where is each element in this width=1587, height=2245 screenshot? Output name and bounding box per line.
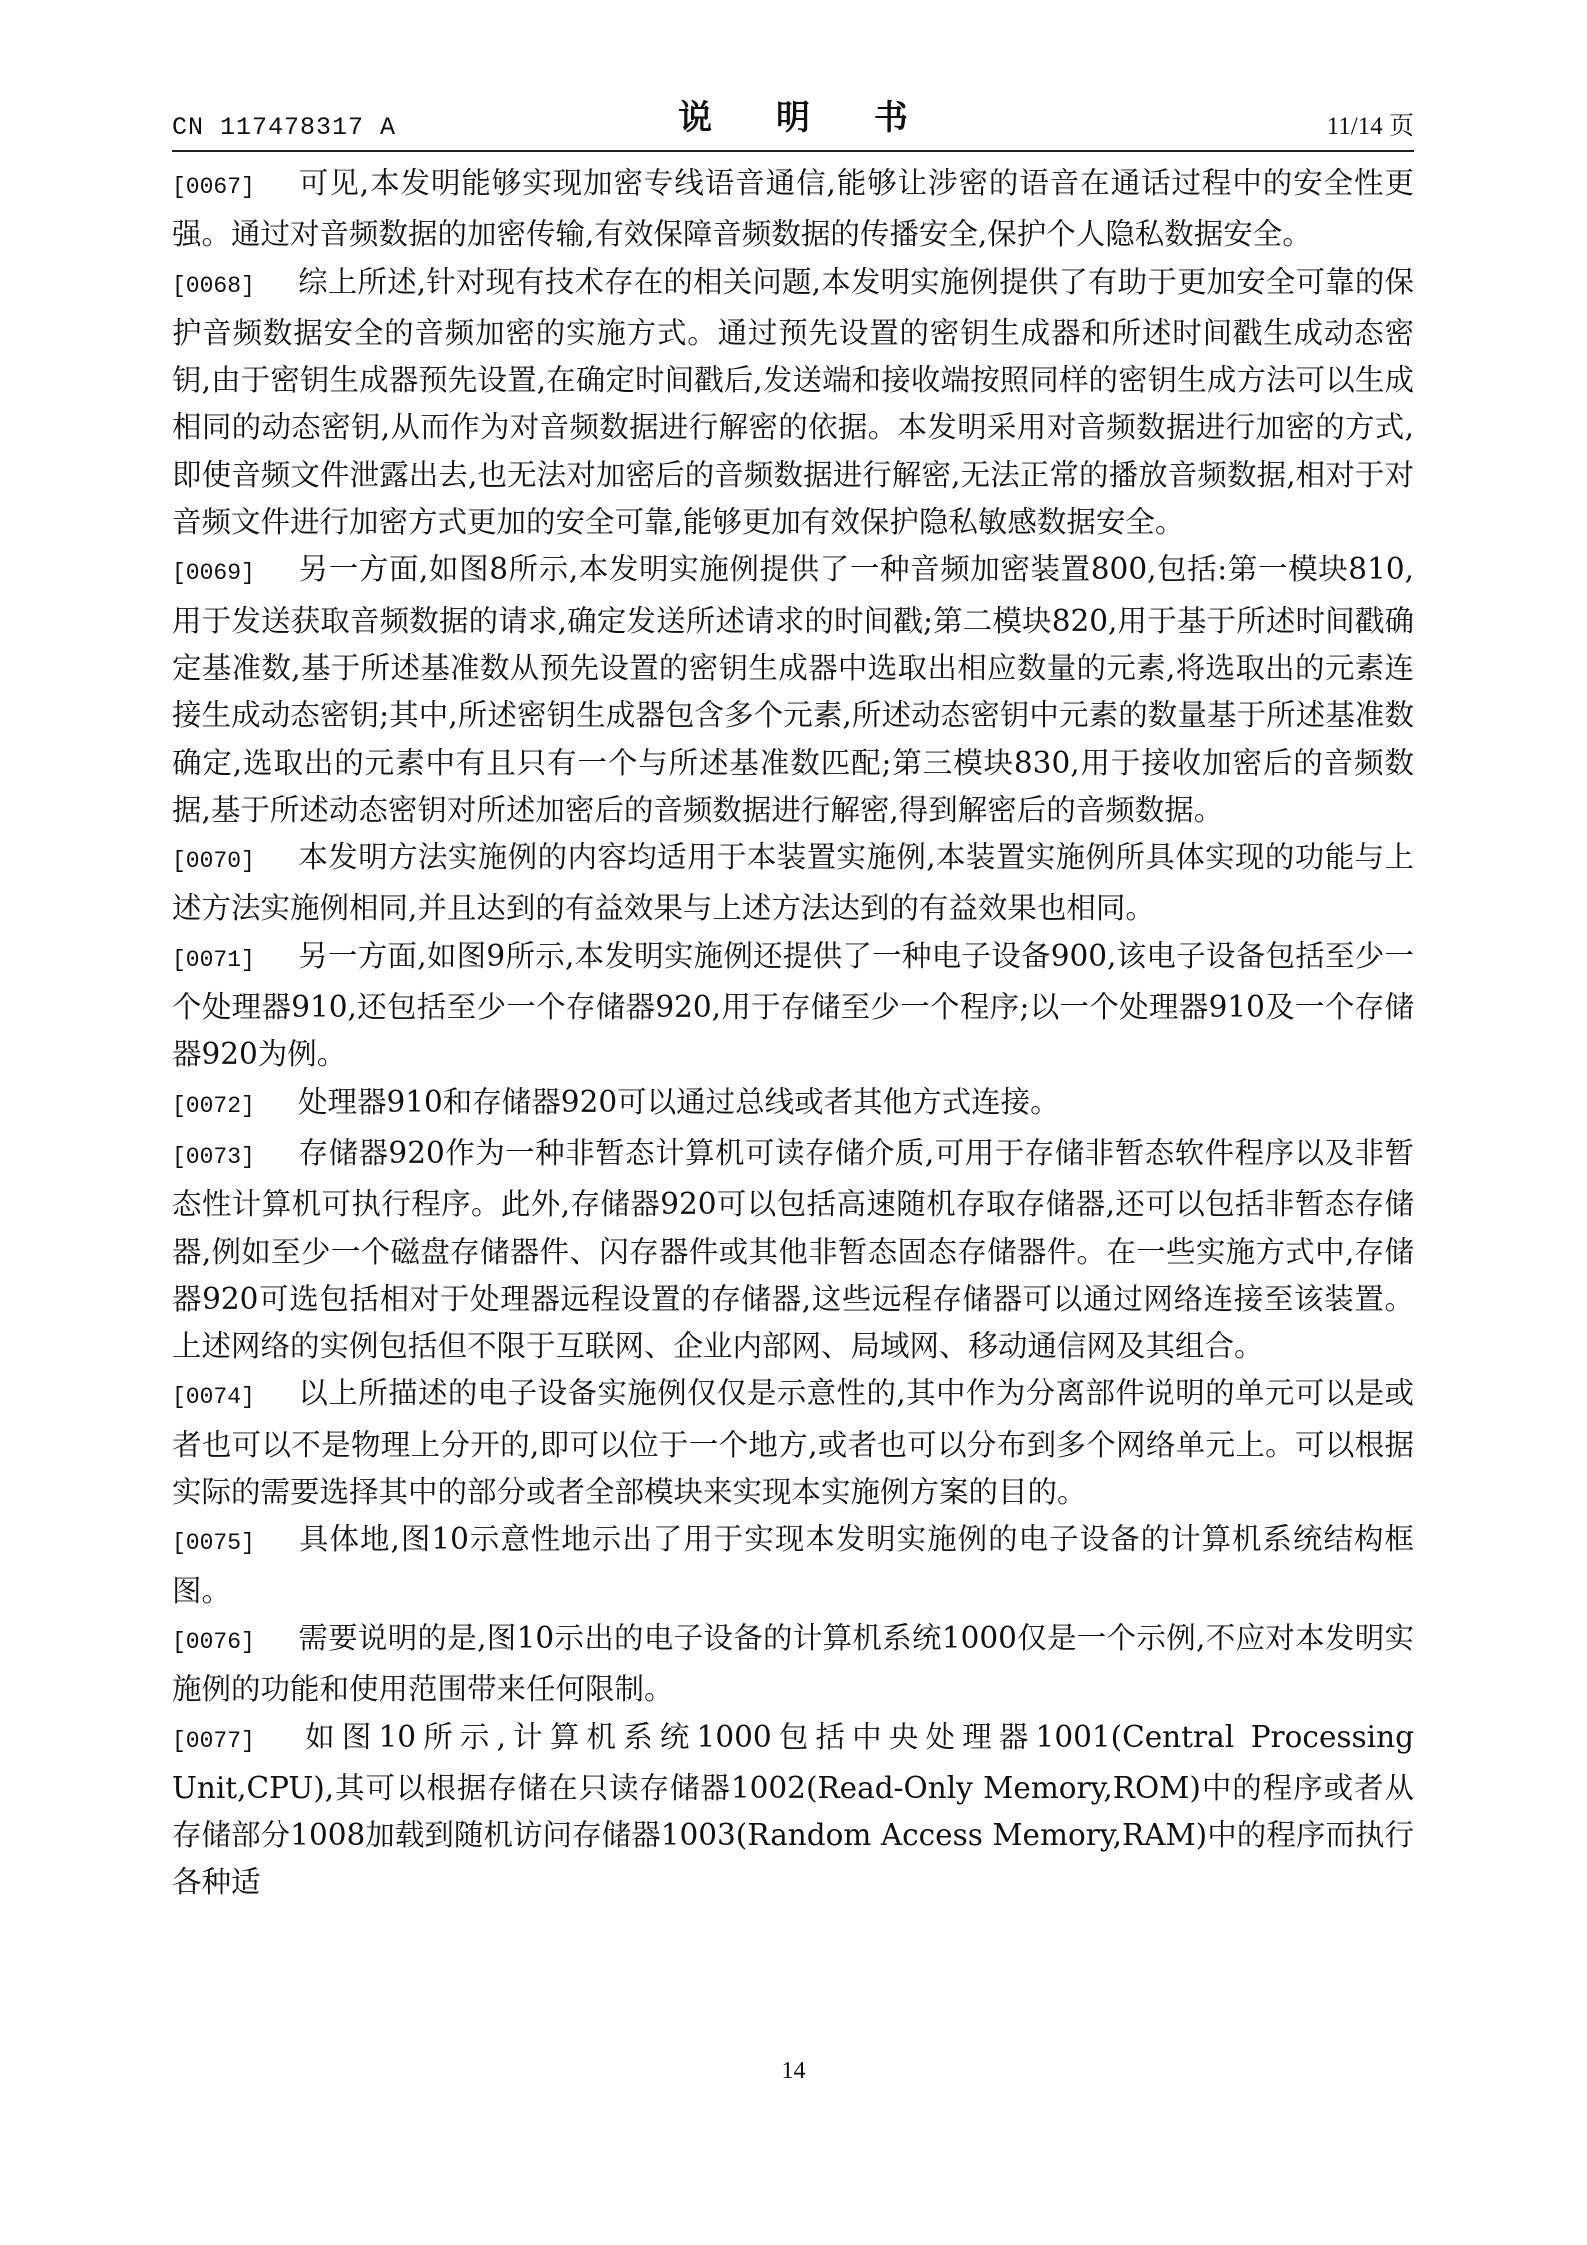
- header-divider: [172, 150, 1414, 152]
- paragraph-number: [0073]: [172, 1143, 255, 1170]
- page-header: [172, 88, 1414, 148]
- paragraph-0074: [172, 1370, 1414, 1516]
- publication-number: CN 117478317 A: [172, 113, 397, 142]
- paragraph-0072: [172, 1079, 1414, 1130]
- paragraph-text: 可见,本发明能够实现加密专线语音通信,能够让涉密的语音在通话过程中的安全性更强。通过对音频数据的加密传输,有效保障音频数据的传播安全,保护个人隐私数据安全。: [172, 166, 1414, 252]
- paragraph-number: [0075]: [172, 1530, 255, 1557]
- paragraph-text: 另一方面,如图8所示,本发明实施例提供了一种音频加密装置800,包括:第一模块810,用于发送获取音频数据的请求,确定发送所述请求的时间戳;第二模块820,用于基于所述时间戳确定基准数,基于所述基准数从预先设置的密钥生成器中选取出相应数量的元素,将选取出的元素连接生成动态密钥;其中,所述密钥生成器包含多个元素,所述动态密钥中元素的数量基于所述基准数确定,选取出的元素中有且只有一个与所述基准数匹配;第三模块830,用于接收加密后的音频数据,基于所述动态密钥对所述加密后的音频数据进行解密,得到解密后的音频数据。: [172, 552, 1414, 827]
- page-footer: [0, 2058, 1587, 2085]
- paragraph-text: 具体地,图10示意性地示出了用于实现本发明实施例的电子设备的计算机系统结构框图。: [172, 1522, 1414, 1608]
- paragraph-number: [0071]: [172, 946, 255, 973]
- paragraph-0076: [172, 1615, 1414, 1714]
- paragraph-text: 处理器910和存储器920可以通过总线或者其他方式连接。: [298, 1084, 1060, 1119]
- paragraph-0075: [172, 1516, 1414, 1615]
- paragraph-0068: [172, 259, 1414, 547]
- paragraph-text: 存储器920作为一种非暂态计算机可读存储介质,可用于存储非暂态软件程序以及非暂态性计算机可执行程序。此外,存储器920可以包括高速随机存取存储器,还可以包括非暂态存储器,例如至少一个磁盘存储器件、闪存器件或其他非暂态固态存储器件。在一些实施方式中,存储器920可选包括相对于处理器远程设置的存储器,这些远程存储器可以通过网络连接至该装置。上述网络的实例包括但不限于互联网、企业内部网、局域网、移动通信网及其组合。: [172, 1135, 1414, 1364]
- page-count: 11/14 页: [1326, 113, 1414, 140]
- paragraph-number: [0067]: [172, 174, 255, 200]
- document-title: 说 明 书: [678, 98, 934, 138]
- paragraph-number: [0074]: [172, 1384, 255, 1411]
- paragraph-text: 另一方面,如图9所示,本发明实施例还提供了一种电子设备900,该电子设备包括至少一个处理器910,还包括至少一个存储器920,用于存储至少一个程序;以一个处理器910及一个存储器920为例。: [172, 938, 1414, 1072]
- paragraph-text: 需要说明的是,图10示出的电子设备的计算机系统1000仅是一个示例,不应对本发明实施例的功能和使用范围带来任何限制。: [172, 1620, 1414, 1707]
- paragraph-0073: [172, 1130, 1414, 1370]
- paragraph-number: [0072]: [172, 1092, 255, 1119]
- paragraph-number: [0076]: [172, 1628, 255, 1655]
- paragraph-0077: [172, 1714, 1414, 1907]
- paragraph-number: [0069]: [172, 560, 255, 587]
- paragraph-number: [0068]: [172, 272, 255, 299]
- paragraph-text: 本发明方法实施例的内容均适用于本装置实施例,本装置实施例所具体实现的功能与上述方法实施例相同,并且达到的有益效果与上述方法达到的有益效果也相同。: [172, 840, 1414, 926]
- paragraph-0071: [172, 933, 1414, 1079]
- paragraph-number: [0070]: [172, 848, 255, 875]
- paragraph-text: 如图10所示,计算机系统1000包括中央处理器1001(Central Processing Unit,CPU),其可以根据存储在只读存储器1002(Read-Only Memory,ROM)中的程序或者从存储部分1008加载到随机访问存储器1003(Random Access Memory,RAM)中的程序而执行各种适: [172, 1719, 1414, 1900]
- document-body: [172, 160, 1414, 1907]
- page-number: 14: [781, 2058, 806, 2084]
- paragraph-0067: [172, 160, 1414, 259]
- paragraph-number: [0077]: [172, 1727, 255, 1754]
- paragraph-text: 以上所描述的电子设备实施例仅仅是示意性的,其中作为分离部件说明的单元可以是或者也可以不是物理上分开的,即可以位于一个地方,或者也可以分布到多个网络单元上。可以根据实际的需要选择其中的部分或者全部模块来实现本实施例方案的目的。: [172, 1376, 1414, 1510]
- paragraph-0069: [172, 546, 1414, 834]
- paragraph-0070: [172, 834, 1414, 933]
- paragraph-text: 综上所述,针对现有技术存在的相关问题,本发明实施例提供了有助于更加安全可靠的保护音频数据安全的音频加密的实施方式。通过预先设置的密钥生成器和所述时间戳生成动态密钥,由于密钥生成器预先设置,在确定时间戳后,发送端和接收端按照同样的密钥生成方法可以生成相同的动态密钥,从而作为对音频数据进行解密的依据。本发明采用对音频数据进行加密的方式,即使音频文件泄露出去,也无法对加密后的音频数据进行解密,无法正常的播放音频数据,相对于对音频文件进行加密方式更加的安全可靠,能够更加有效保护隐私敏感数据安全。: [172, 264, 1414, 540]
